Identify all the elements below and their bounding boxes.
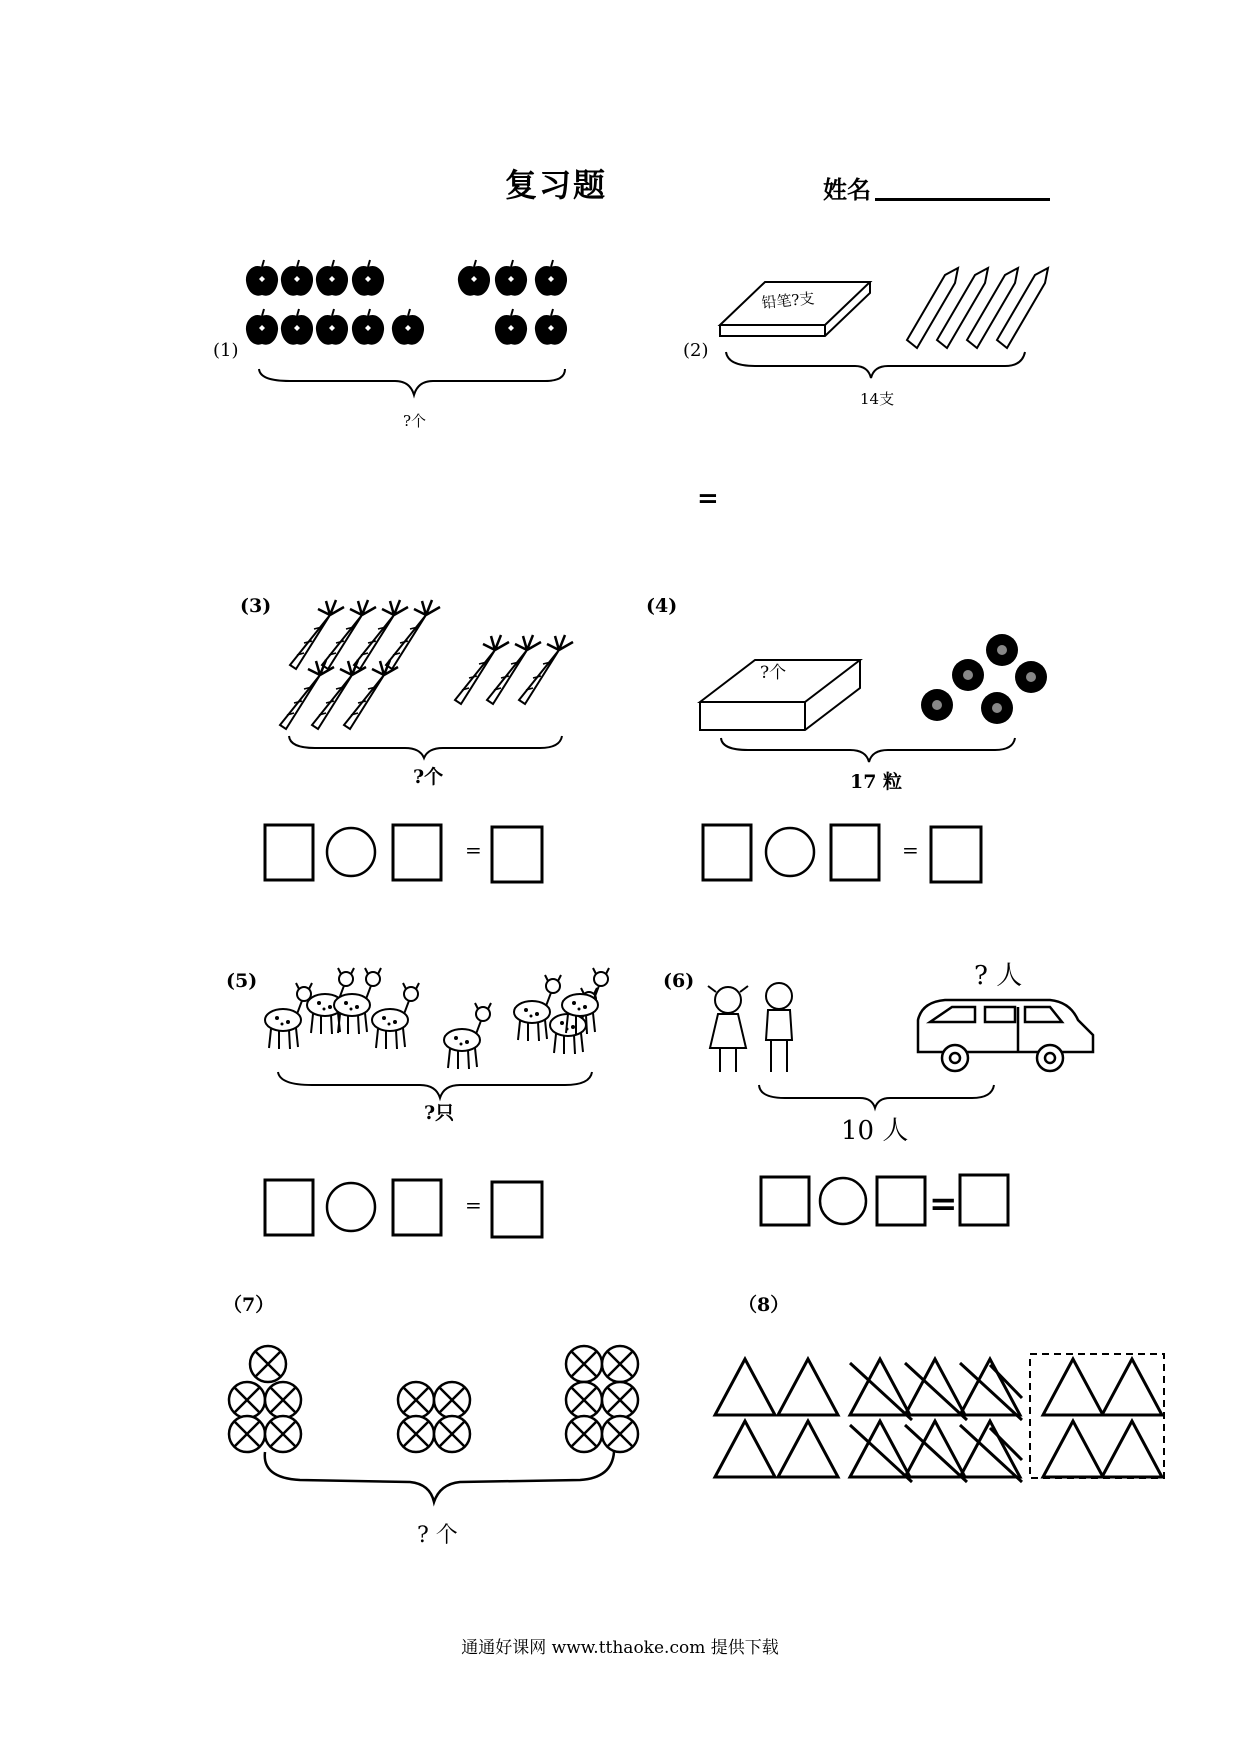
problem-2-brace <box>726 352 1025 378</box>
problem-6-total: 10 人 <box>841 1116 909 1146</box>
page-footer: 通通好课网 www.tthaoke.com 提供下载 <box>461 1638 779 1658</box>
triangles-group <box>715 1359 1162 1477</box>
car-icon <box>918 1000 1093 1071</box>
name-label: 姓名 <box>823 175 871 204</box>
equation-6[interactable] <box>761 1175 1008 1225</box>
children-group <box>708 983 792 1072</box>
problem-6-number: (6) <box>663 970 695 992</box>
carrots-group <box>280 600 573 729</box>
problem-1-number: (1) <box>213 340 239 361</box>
problem-5-brace <box>278 1072 592 1098</box>
pencil-box-label: 铅笔?支 <box>760 289 816 312</box>
problem-4-number: (4) <box>646 595 678 617</box>
problem-8-number: （8） <box>738 1294 790 1316</box>
problem-1-question: ?个 <box>403 412 427 430</box>
problem-5-number: (5) <box>226 970 258 992</box>
problem-2-total: 14支 <box>860 390 895 408</box>
crossed-circles-group <box>229 1346 638 1452</box>
problem-2-number: (2) <box>683 340 709 361</box>
problem-6-question: ? 人 <box>974 961 1023 991</box>
problem-4-total: 17 粒 <box>850 771 903 793</box>
svg-text:=: = <box>902 838 919 862</box>
problem-7-brace <box>265 1452 614 1502</box>
problem-7-number: （7） <box>223 1294 275 1316</box>
svg-text:=: = <box>465 1193 482 1217</box>
problem-6-brace <box>759 1085 994 1108</box>
problem-3-brace <box>289 736 562 758</box>
problem-3-number: (3) <box>240 595 272 617</box>
page-title: 复习题 <box>505 166 608 204</box>
problem-7-question: ? 个 <box>417 1523 458 1548</box>
pencils-group <box>907 268 1048 348</box>
problem-1-brace <box>259 369 565 395</box>
deer-group <box>265 968 609 1069</box>
equation-5[interactable] <box>265 1180 542 1237</box>
apples-group <box>246 260 567 345</box>
problem-5-question: ?只 <box>424 1102 455 1124</box>
problem-2-equals: = <box>697 484 719 514</box>
candy-box-label: ?个 <box>760 663 787 683</box>
problem-4-brace <box>721 738 1015 762</box>
equation-4[interactable] <box>703 825 981 882</box>
svg-text:=: = <box>465 838 482 862</box>
svg-text:=: = <box>929 1184 958 1224</box>
equation-3[interactable] <box>265 825 542 882</box>
problem-3-question: ?个 <box>413 766 444 788</box>
